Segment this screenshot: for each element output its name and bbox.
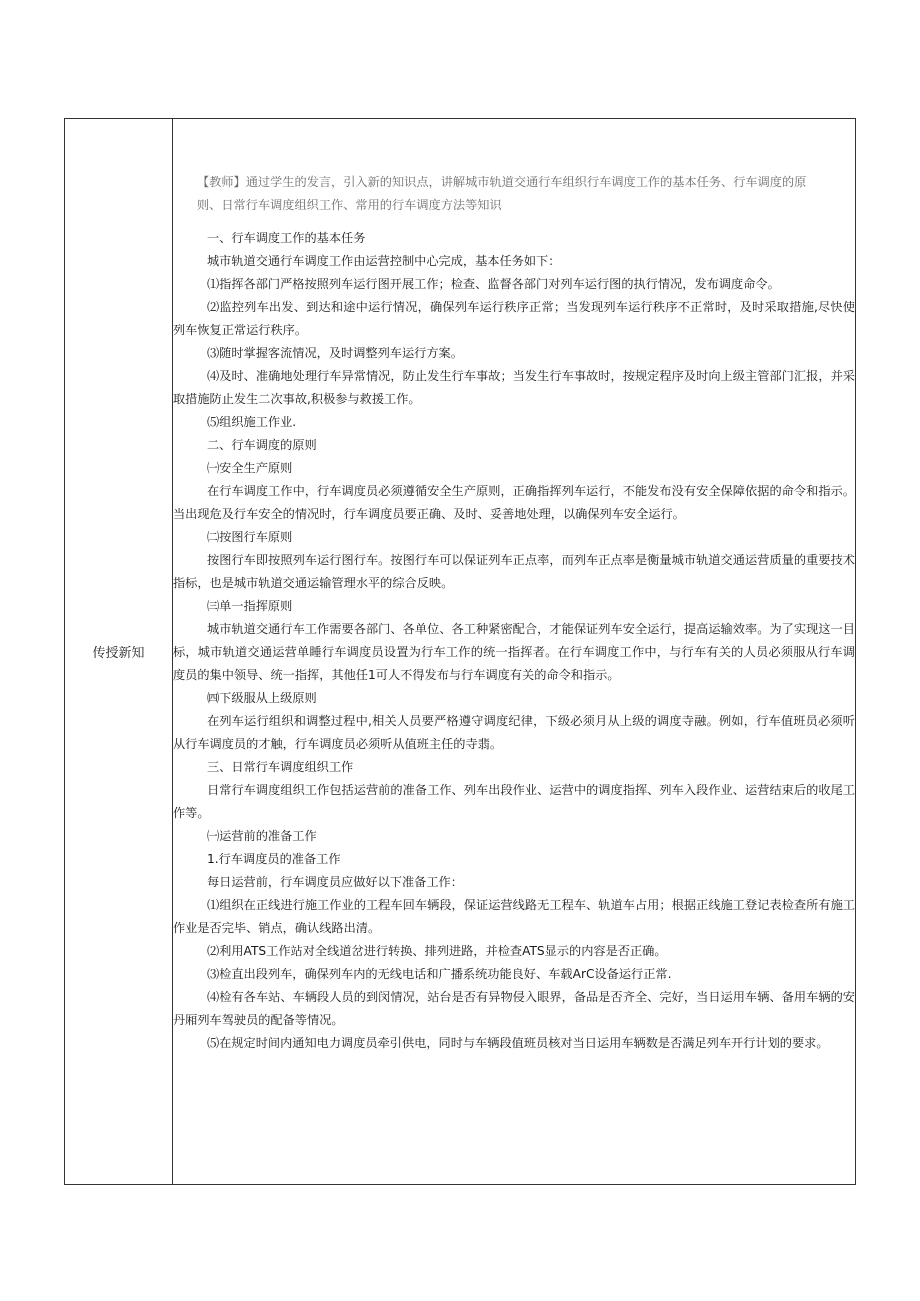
list-item: ⑴指挥各部门严格按照列车运行图开展工作；检查、监督各部门对列车运行图的执行情况，发布调度命令。 <box>207 277 780 291</box>
list-item: ⑵监控列车出发、到达和途中运行情况，确保列车运行秩序正常；当发现列车运行秩序不正常时，及时采取措施,尽快使列车恢复正常运行秩序。 <box>173 300 855 337</box>
heading-3: 三、日常行车调度组织工作 <box>207 760 354 774</box>
paragraph: 城市轨道交通行车调度工作由运营控制中心完成，基本任务如下： <box>207 254 561 268</box>
subheading: ㈠运营前的准备工作 <box>207 829 317 843</box>
list-item: ⑵利用ATS工作站对全线道岔进行转换、排列进路，并检查ATS显示的内容是否正确。 <box>207 944 667 958</box>
teacher-intro-line-1: 【教师】通过学生的发言，引入新的知识点，讲解城市轨道交通行车组织行车调度工作的基本任务、行车调度的原 <box>197 175 807 189</box>
list-item: ⑸在规定时间内通知电力调度员牵引供电，同时与车辆段值班员核对当日运用车辆数是否满足列车开行计划的要求。 <box>207 1036 829 1050</box>
subheading: ㈢单一指挥原则 <box>207 599 293 613</box>
paragraph: 城市轨道交通行车工作需要各部门、各单位、各工种紧密配合，才能保证列车安全运行，提高运输效率。为了实现这一目标，城市轨道交通运营单睡行车调度员设置为行车工作的统一指挥者。在行车调度工作中，与行车有关的人员必须服从行车调度员的集中领导、统一指挥，其他任1可人不得发布与行车调度有关的命令和指示。 <box>173 622 855 682</box>
subheading: ㈣下级服从上级原则 <box>207 691 317 705</box>
content-cell <box>173 119 855 1184</box>
paragraph: 每日运营前，行车调度员应做好以下准备工作： <box>207 875 463 889</box>
paragraph: 日常行车调度组织工作包括运营前的准备工作、列车出段作业、运营中的调度指挥、列车入段作业、运营结束后的收尾工作等。 <box>173 783 855 820</box>
list-item: ⑶随时掌握客流情况，及时调整列车运行方案。 <box>207 346 463 360</box>
subheading: 1.行车调度员的准备工作 <box>207 852 341 866</box>
list-item: ⑷及时、准确地处理行车异常情况，防止发生行车事故；当发生行车事故时，按规定程序及时向上级主管部门汇报，并采取措施防止发生二次事故,积极参与救援工作。 <box>173 369 855 406</box>
list-item: ⑶检直出段列车，确保列车内的无线电话和广播系统功能良好、车载ArC设备运行正常. <box>207 967 672 981</box>
subheading: ㈡按图行车原则 <box>207 530 293 544</box>
teacher-intro-line-2: 则、日常行车调度组织工作、常用的行车调度方法等知识 <box>197 198 502 212</box>
lesson-table <box>64 118 856 1185</box>
heading-2: 二、行车调度的原则 <box>207 438 317 452</box>
subheading: ㈠安全生产原则 <box>207 461 293 475</box>
paragraph: 在列车运行组织和调整过程中,相关人员要严格遵守调度纪律，下级必须月从上级的调度寺融。例如，行车值班员必须听从行车调度员的才触，行车调度员必须听从值班主任的寺翡。 <box>173 714 855 751</box>
list-item: ⑴组织在正线进行施工作业的工程车回车辆段，保证运营线路无工程车、轨道车占用；根据正线施工登记表检查所有施工作业是否完毕、销点，确认线路出清。 <box>173 898 855 935</box>
section-label-cell <box>65 119 173 1184</box>
teacher-intro <box>173 171 855 217</box>
paragraph: 按图行车即按照列车运行图行车。按图行车可以保证列车正点率，而列车正点率是衡量城市轨道交通运营质量的重要技术指标，也是城市轨道交通运输管理水平的综合反映。 <box>173 553 855 590</box>
list-item: ⑸组织施工作业. <box>207 415 297 429</box>
paragraph: 在行车调度工作中，行车调度员必须遵循安全生产原则，正确指挥列车运行，不能发布没有安全保障依据的命令和指示。当出现危及行车安全的情况时，行车调度员要正确、及时、妥善地处理，以确保列车安全运行。 <box>173 484 855 521</box>
list-item: ⑷检有各车站、车辆段人员的到闵情况，站台是否有异物侵入眼界，备品是否齐全、完好，当日运用车辆、备用车辆的安丹厢列车驾驶员的配备等情况。 <box>173 990 855 1027</box>
heading-1: 一、行车调度工作的基本任务 <box>207 231 366 245</box>
content-body <box>173 171 855 1055</box>
section-label: 传授新知 <box>92 646 145 661</box>
